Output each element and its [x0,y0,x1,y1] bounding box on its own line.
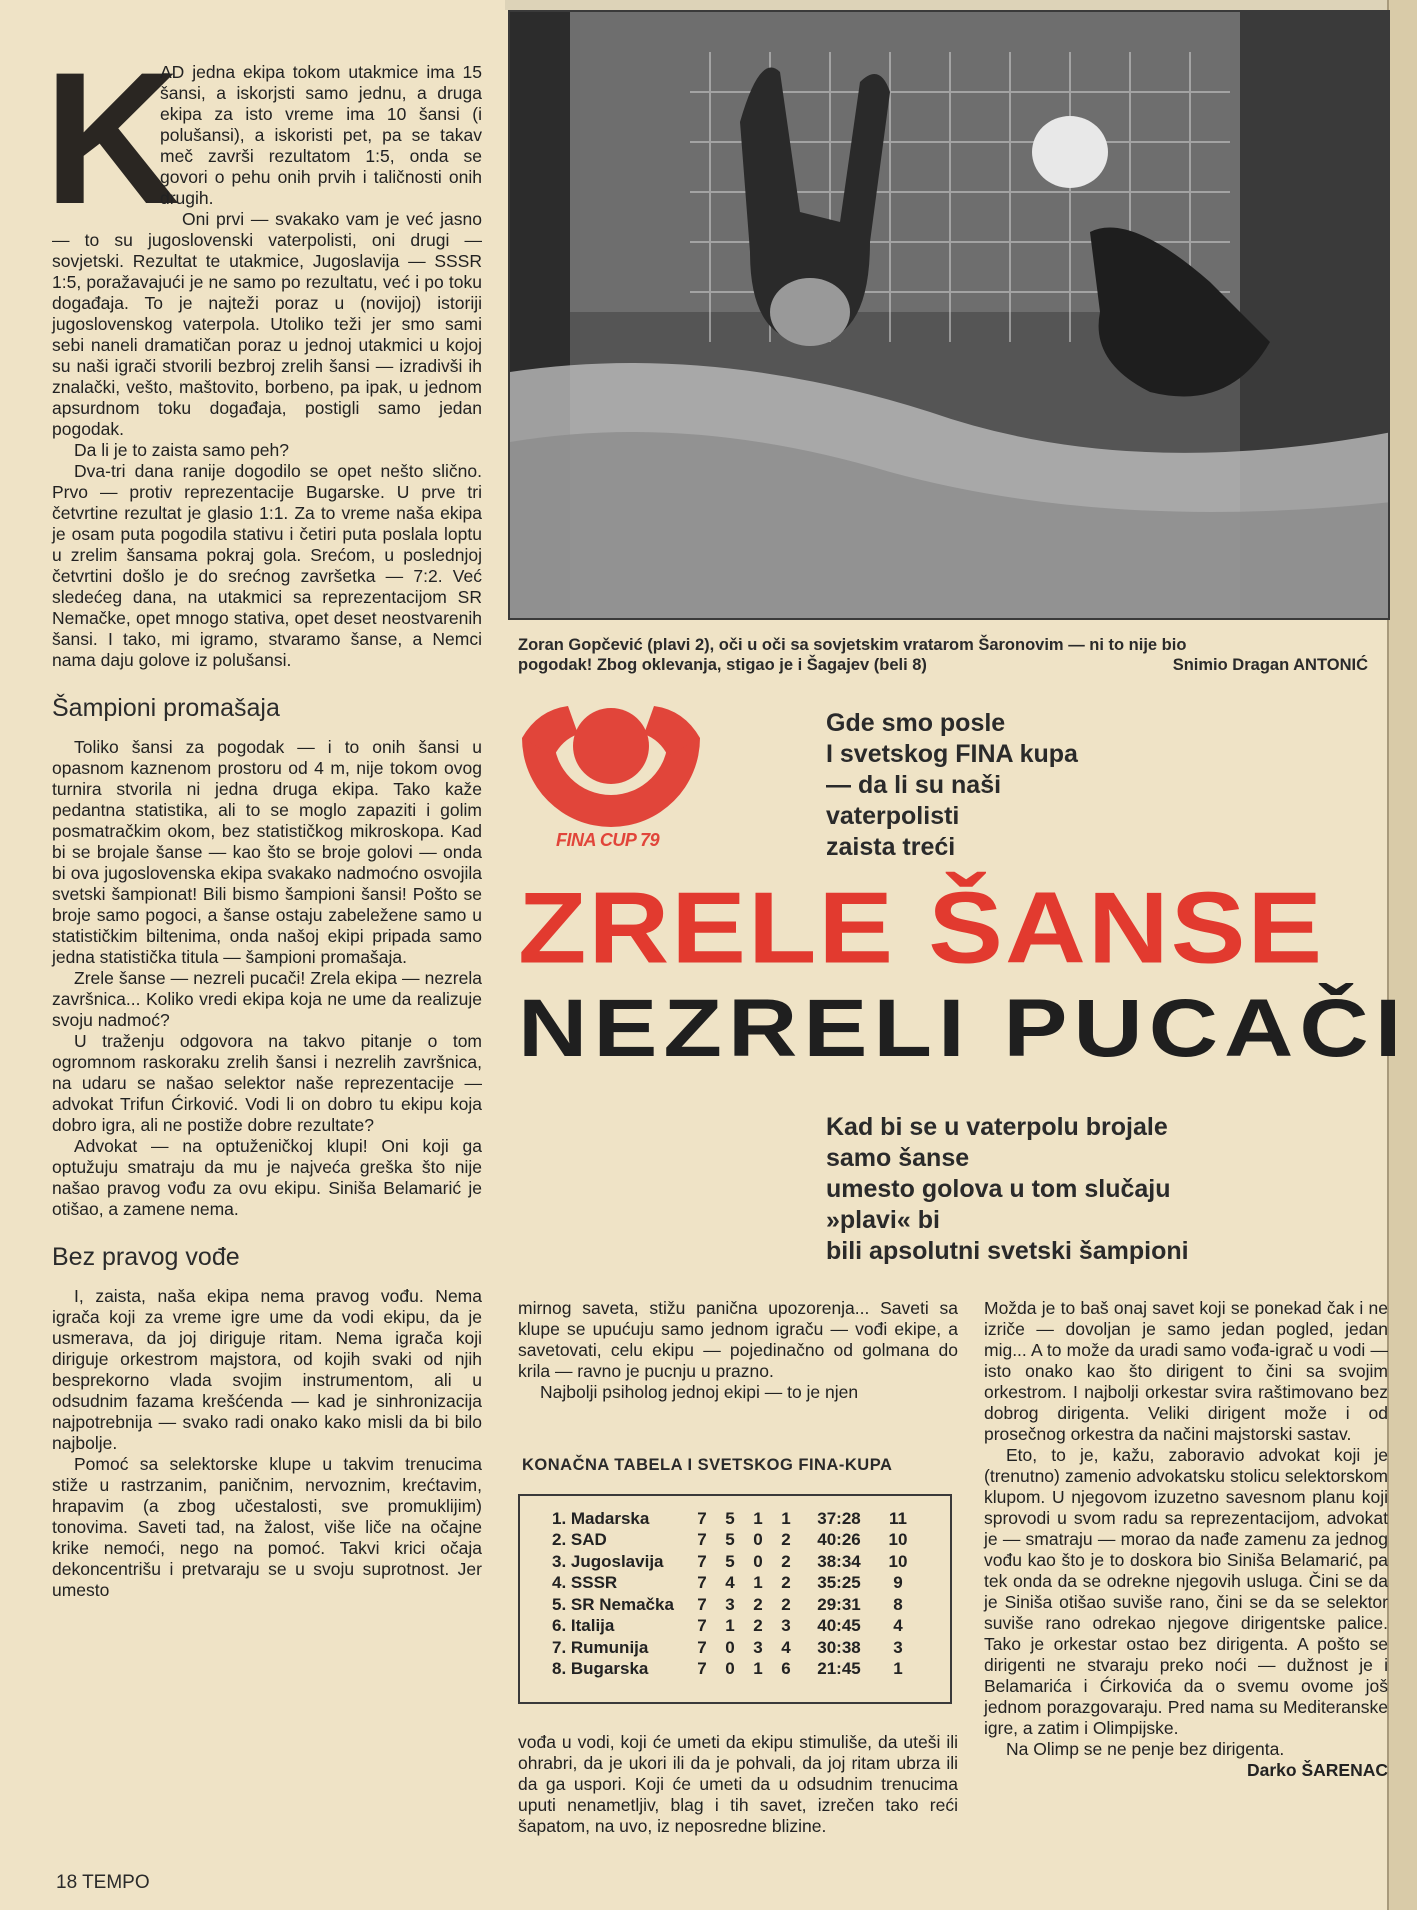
headline-main: ZRELE ŠANSE [518,871,1325,985]
standings-losses: 2 [781,1573,791,1593]
standings-draws: 0 [753,1530,763,1550]
standings-played: 7 [697,1594,707,1614]
standings-draws: 1 [753,1659,763,1679]
article-paragraph: Pomoć sa selektorske klupe u takvim trenucima stiže u rastrzanim, paničnim, nervoznim, krećtavim, hrapavim (a zbog učestalosti, sve promuklijim) tonovima. Saveti tad, na žalost, više liče na očajne krike nemoći, nego na pomoć. Takvi krici očaja dekoncentrišu i pretvaraju se u svoju suprotnost. Jer umesto [52,1454,482,1600]
caption-line-1: Zoran Gopčević (plavi 2), oči u oči sa sovjetskim vratarom Šaronovim — ni to nije bio [518,636,1187,654]
standings-row [530,1637,918,1659]
standings-team-name: 8. Bugarska [552,1659,649,1679]
fina-logo-label: FINA CUP 79 [556,830,660,850]
standings-goal-diff: 29:31 [817,1594,861,1614]
standings-wins: 1 [725,1616,735,1636]
deck-line: — da li su naši [826,771,1002,799]
standings-wins: 3 [725,1594,735,1614]
article-paragraph: mirnog saveta, stižu panična upozorenja... Saveti sa klupe se upućuju samo jednom igraču — vođi ekipe, a savetovati, celu ekipu — pojedinačno od golmana do krila — ravno je pucnju u prazno. [518,1298,958,1381]
standings-team-name: 6. Italija [552,1616,615,1636]
standings-row [530,1573,918,1595]
standings-goal-diff: 37:28 [817,1508,861,1528]
standings-goal-diff: 40:45 [817,1616,861,1636]
standings-losses: 3 [781,1616,791,1636]
article-paragraph: Advokat — na optuženičkoj klupi! Oni koji ga optužuju smatraju da mu je najveća greška što nije našao pravog vođu za ovu ekipu. Siniša Belamarić je otišao, a zamene nema. [52,1136,482,1219]
standings-row [530,1594,918,1616]
water-polo-photo [508,10,1390,620]
article-paragraph: Najbolji psiholog jednoj ekipi — to je njen [540,1382,859,1402]
page-footer: 18 TEMPO [56,1872,150,1893]
standings-team-name: 1. Madarska [552,1508,650,1528]
standings-goal-diff: 21:45 [817,1659,861,1679]
standings-points: 10 [888,1551,908,1571]
standings-losses: 2 [781,1594,791,1614]
article-paragraph: Zrele šanse — nezreli pucači! Zrela ekipa — nezrela završnica... Koliko vredi ekipa koja ne ume da realizuje svoju nadmoć? [52,968,482,1030]
headline-sub: NEZRELI PUCAČI [518,982,1408,1074]
standings-draws: 1 [753,1573,763,1593]
standings-title: KONAČNA TABELA I SVETSKOG FINA-KUPA [522,1456,893,1474]
standings-table-box [518,1494,952,1704]
deck2-line: Kad bi se u vaterpolu brojale [826,1113,1168,1141]
deck-line: Gde smo posle [826,709,1006,737]
article-paragraph: Toliko šansi za pogodak — i to onih šansi u opasnom kaznenom prostoru od 4 m, nije tokom ovog turnira stvorila ni jedna druga ekipa. Tako kaže pedantna statistika, ali to se moglo zapaziti i golim posmatračkim okom, bez statističkog mikroskopa. Kad bi se brojale šanse — kao što se broje golovi — onda bi ova jugoslovenska ekipa svakako nadmoćno osvojila svetski šampionat! Bili bismo šampioni šansi! Pošto se broje samo pogoci, a šanse ostaju zabeležene samo u statističkim biltenima, onda našoj ekipi pripada samo jedna statistička titula — šampioni promašaja. [52,737,482,967]
standings-points: 4 [893,1616,903,1636]
article-column-2-top [518,1298,958,1403]
standings-losses: 1 [781,1508,791,1528]
article-column-2-bottom [518,1732,958,1837]
standings-played: 7 [697,1659,707,1679]
deck-line: I svetskog FINA kupa [826,740,1078,768]
standings-row [530,1508,918,1530]
standings-wins: 5 [725,1551,735,1571]
dropcap-letter: K [44,33,174,243]
standings-played: 7 [697,1530,707,1550]
standings-played: 7 [697,1616,707,1636]
article-column-1 [44,33,482,1601]
article-paragraph: Možda je to baš onaj savet koji se ponekad čak i ne izriče — dovoljan je samo jedan pogled, jedan mig... A to može da uradi samo vođa-igrač u vodi — isto onako kao što dirigent to čini sa svojim orkestrom. I najbolji orkestar svira raštimovano bez dobrog dirigenta. Veliki dirigent može i od prosečnog orkestra da načini majstorski sastav. [984,1298,1388,1444]
standings-table [530,1508,918,1680]
standings-row [530,1659,918,1681]
photo-illustration [510,12,1390,620]
standings-wins: 0 [725,1637,735,1657]
standings-row [530,1551,918,1573]
standings-played: 7 [697,1573,707,1593]
caption-line-2: pogodak! Zbog oklevanja, stigao je i Šagajev (beli 8) [518,656,927,674]
standings-draws: 3 [753,1637,763,1657]
deck-line: vaterpolisti [826,802,960,830]
closing-line: Na Olimp se ne penje bez dirigenta. [1006,1739,1285,1759]
deck2-line: samo šanse [826,1144,970,1172]
standings-draws: 2 [753,1616,763,1636]
standings-played: 7 [697,1508,707,1528]
standings-team-name: 5. SR Nemačka [552,1594,674,1614]
subheading-sampioni: Šampioni promašaja [52,694,280,722]
standings-draws: 2 [753,1594,763,1614]
top-edge [505,0,1417,10]
author-byline: Darko ŠARENAC [1247,1760,1388,1780]
article-paragraph: Da li je to zaista samo peh? [74,440,289,460]
standings-points: 11 [889,1508,907,1528]
photo-credit: Snimio Dragan ANTONIĆ [1172,656,1368,674]
standings-losses: 2 [781,1551,791,1571]
article-paragraph: I, zaista, naša ekipa nema pravog vođu. Nema igrača koji za vreme igre ume da vodi ekipu, da je usmerava, da joj diriguje ritam. Nema igrača koji diriguje orkestrom majstora, od kojih svaki od njih besprekorno vlada svojim instrumentom, ali u odsudnim fazama krešćenda — kad je sinhronizacija najpotrebnija — svako radi onako kako misli da bi bilo najbolje. [52,1286,482,1453]
article-paragraph: Eto, to je, kažu, zaboravio advokat koji je (trenutno) zamenio advokatsku stolicu selektorskom klupom. U njegovom izuzetno savesnom planu koji sprovodi u svom radu sa reprezentacijom, advokat je — smatraju — morao da nađe zamenu za jednog vođu kao što je to doskora bio Siniša Belamarić, pa tek onda da se odrekne njegovih usluga. Čini se da je Siniša otišao suviše rano, čini se da se selektor suviše rano odrekao njegove dirigentske palice. Tako je orkestar ostao bez dirigenta. A pošto se dirigenti ne stvaraju preko noći — dužnost je i Belamarića i Ćirkovića da o svemu ovome još jednom porazgovaraju. Pred nama su Mediteranske igre, a zatim i Olimpijske. [984,1445,1388,1738]
standings-wins: 4 [725,1573,735,1593]
deck2-line: bili apsolutni svetski šampioni [826,1237,1189,1265]
standings-team-name: 3. Jugoslavija [552,1551,664,1571]
article-paragraph: AD jedna ekipa tokom utakmice ima 15 šansi, a iskorjsti samo jednu, a druga ekipa za isto vreme ima 10 šansi (i polušansi), a iskoristi pet, pa se takav meč završi rezultatom 1:5, onda se govori o pehu onih prvih i taličnosti onih drugih. [160,62,482,208]
standings-row [530,1530,918,1552]
standings-team-name: 2. SAD [552,1530,607,1550]
standings-points: 3 [893,1637,903,1657]
standings-team-name: 4. SSSR [552,1573,618,1593]
standings-points: 9 [893,1573,903,1593]
standings-losses: 2 [781,1530,791,1550]
article-paragraph: U traženju odgovora na takvo pitanje o tom ogromnom raskoraku zrelih šansi i nezrelih završnica, na udaru se našao selektor naše reprezentacije — advokat Trifun Ćirković. Vodi li on dobro tu ekipu koja dobro igra, ali ne postiže dobre rezultate? [52,1031,482,1135]
standings-wins: 5 [725,1530,735,1550]
article-paragraph: Oni prvi — svakako vam je već jasno — to su jugoslovenski vaterpolisti, oni drugi — sovjetski. Rezultat te utakmice, Jugoslavija — SSSR 1:5, poražavajući je ne samo po rezultatu, već i po toku događaja. To je najteži poraz u (novijoj) istoriji jugoslovenskog vaterpola. Utoliko teži jer smo sami sebi naneli dramatičan poraz u jednoj utakmici u kojoj su naši igrači stvorili bezbroj zrelih šansi — izradivši ih znalački, vešto, maštovito, borbeno, pa ipak, u jednom apsurdnom toku događaja, postigli samo jedan pogodak. [52,209,482,439]
standings-goal-diff: 38:34 [817,1551,861,1571]
article-paragraph: vođa u vodi, koji će umeti da ekipu stimuliše, da uteši ili ohrabri, da je ukori ili da je pohvali, da joj ritam ubrza ili da ga uspori. Koji će umeti da u odsudnim trenucima uputi nenametljiv, blag i tih savet, izrečen tako reći šapatom, na uvo, iz neposredne blizine. [518,1732,958,1836]
standings-goal-diff: 40:26 [817,1530,861,1550]
headline-deck [826,708,1186,863]
photo-caption [518,635,1368,675]
standings-losses: 4 [781,1637,791,1657]
standings-draws: 1 [753,1508,763,1528]
subheadline-deck [826,1112,1286,1267]
standings-played: 7 [697,1551,707,1571]
standings-draws: 0 [753,1551,763,1571]
standings-points: 8 [893,1594,903,1614]
standings-wins: 5 [725,1508,735,1528]
fina-cup-logo [518,700,704,860]
standings-goal-diff: 35:25 [817,1573,861,1593]
standings-goal-diff: 30:38 [817,1637,861,1657]
standings-played: 7 [697,1637,707,1657]
fina-logo-mark [518,700,704,830]
deck-line: zaista treći [826,833,956,861]
standings-team-name: 7. Rumunija [552,1637,649,1657]
article-paragraph: Dva-tri dana ranije dogodilo se opet nešto slično. Prvo — protiv reprezentacije Bugarske. U prve tri četvrtine rezultat je glasio 1:1. Za to vreme naša ekipa je osam puta pogodila stativu i četiri puta poslala loptu u zrelim šansama pokraj gola. Srećom, u poslednjoj četvrtini došlo je do srećnog završetka — 7:2. Već sledećeg dana, na utakmici sa reprezentacijom SR Nemačke, opet mnogo stativa, opet deset neostvarenih šansi. I tako, mi igramo, stvaramo šanse, a Nemci nama daju golove iz polušansi. [52,461,482,670]
standings-losses: 6 [781,1659,791,1679]
article-column-3 [984,1298,1388,1781]
standings-points: 10 [888,1530,908,1550]
standings-row [530,1616,918,1638]
standings-points: 1 [893,1659,903,1679]
standings-wins: 0 [725,1659,735,1679]
deck2-line: umesto golova u tom slučaju [826,1175,1171,1203]
deck2-line: »plavi« bi [826,1206,940,1234]
subheading-bez-vode: Bez pravog vođe [52,1243,240,1271]
